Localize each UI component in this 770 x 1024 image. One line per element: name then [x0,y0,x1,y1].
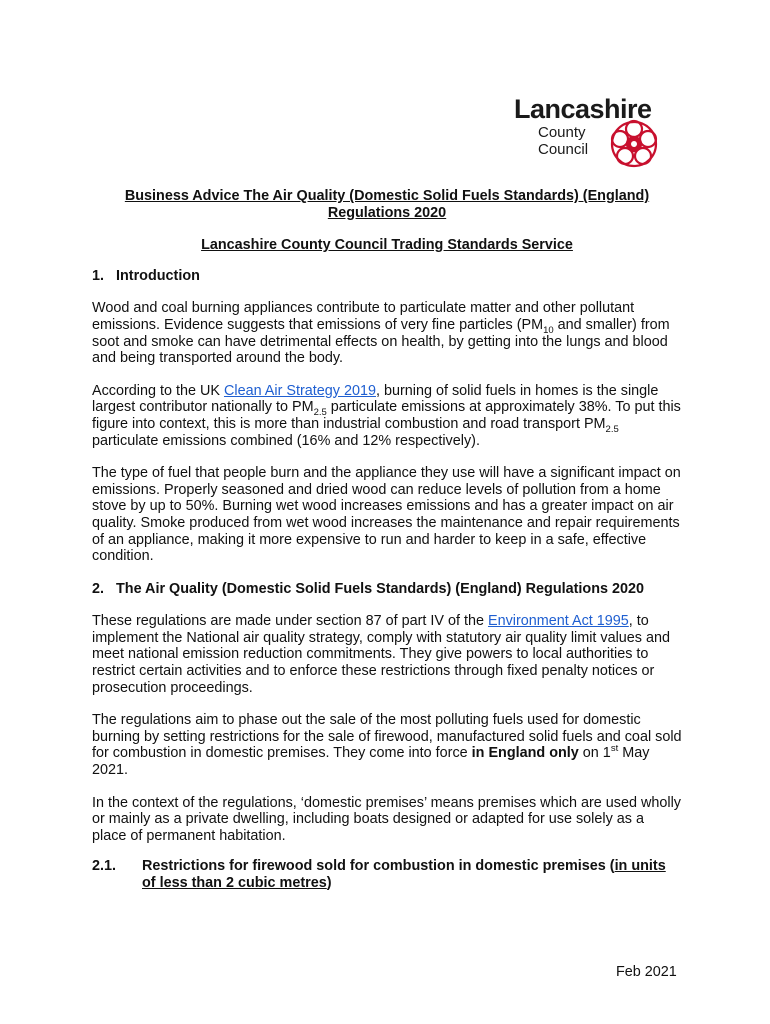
regulations-paragraph-2: The regulations aim to phase out the sale of the most polluting fuels used for domestic burning by setting restrictions for the sale of firewood, manufactured solid fuels and coal sold for combustion in domestic premises. They come into force in England only on 1st May 2021. [92,712,682,779]
logo-council: Council [538,141,589,158]
service-title: Lancashire County Council Trading Standards Service [201,237,573,254]
red-rose-icon [609,119,659,169]
clean-air-strategy-link[interactable]: Clean Air Strategy 2019 [223,382,376,399]
logo-wordmark: Lancashire [514,94,652,124]
intro-paragraph-3: The type of fuel that people burn and the appliance they use will have a significant impact on emissions. Properly seasoned and dried wood can reduce levels of pollution from a home stove by up to 50%. Burning wet wood increases emissions and has a greater impact on air quality. Smoke produced from wet wood increases the maintenance and repair requirements of an appliance, making it more expensive to run and harder to keep in a safe, effective condition. [92,465,681,565]
document-title [92,188,682,221]
intro-paragraph-2: According to the UK Clean Air Strategy 2019, burning of solid fuels in homes is the single largest contributor nationally to $PM_{2.5}$ particulate emissions at approximately 38%. To put this figure into context, this is more than industrial combustion and road transport $PM_{2.5}$ particulate emissions combined (16% and 12% respectively). [92,382,681,449]
section-2-heading: 2. The Air Quality (Domestic Solid Fuels Standards) (England) Regulations 2020 [92,580,645,597]
intro-paragraph-1: Wood and coal burning appliances contribute to particulate matter and other pollutant emissions. Evidence suggests that emissions of very fine particles ($PM_{10}$ and smaller) from soot and smoke can have detrimental effects on health, by getting into the lungs and blood and being transported around the body. [92,300,670,367]
title-line-1: Business Advice The Air Quality (Domestic Solid Fuels Standards) (England) [124,188,650,204]
logo-county: County [538,124,586,141]
regulations-paragraph-1: These regulations are made under section 87 of part IV of the Environment Act 1995, to implement the National air quality strategy, comply with statutory air quality limit values and meet national emission reduction commitments. They give powers to local authorities to restrict certain activities and to enforce these restrictions through fixed penalty notices or prosecution proceedings. [92,613,671,696]
footer-date: Feb 2021 [616,964,677,980]
environment-act-link[interactable]: Environment Act 1995 [487,613,629,630]
section-2-1-heading: 2.1. Restrictions for firewood sold for combustion in domestic premises (in units of less than 2 cubic metres) [92,858,666,891]
document-body [92,188,682,892]
regulations-paragraph-3: In the context of the regulations, ‘domestic premises’ means premises which are used wholly or mainly as a private dwelling, including boats designed or adapted for use solely as a place of permanent habitation. [92,794,681,844]
title-line-2: Regulations 2020 [327,204,447,221]
section-1-heading: 1. Introduction [92,267,200,284]
